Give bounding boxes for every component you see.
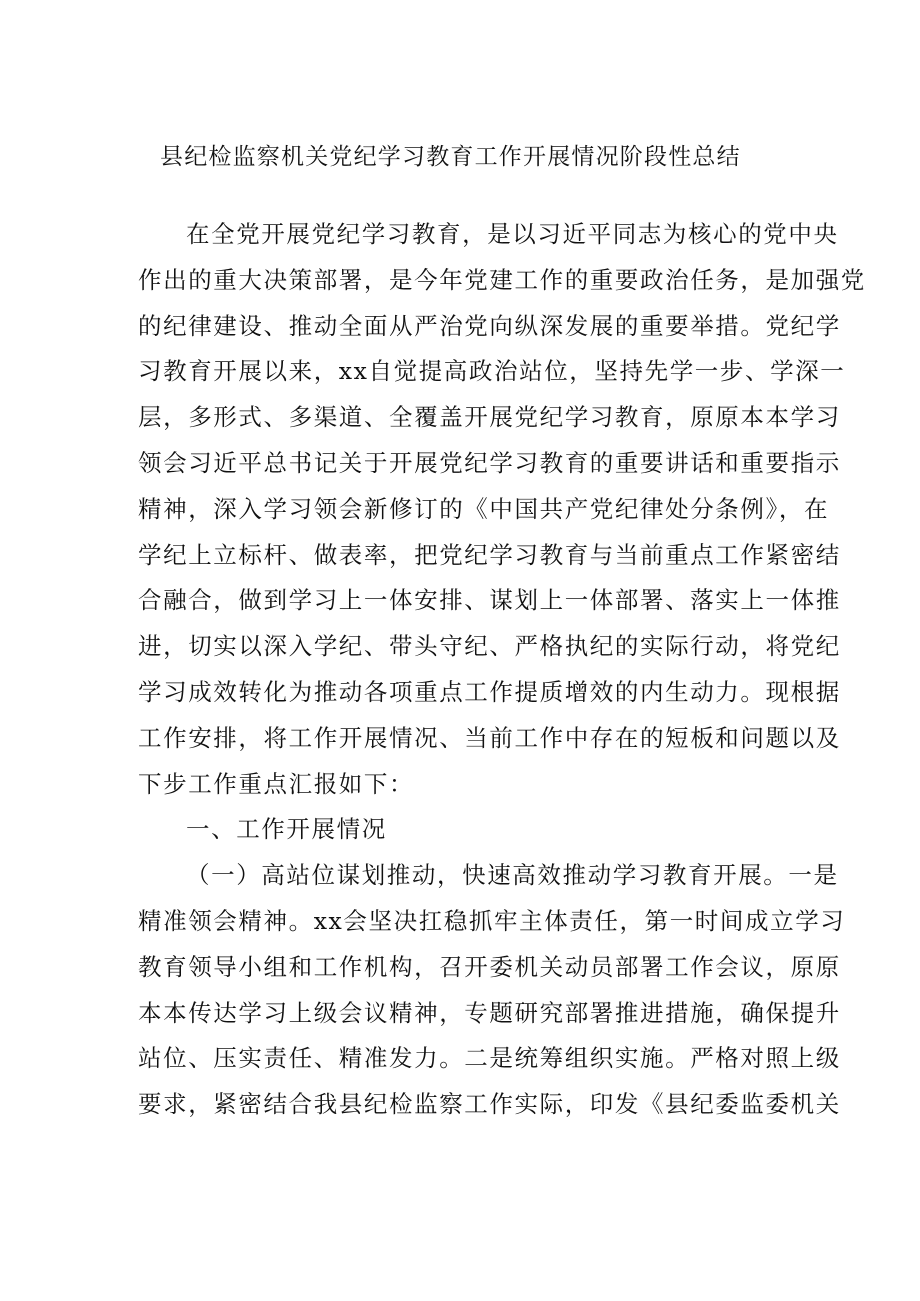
paragraph-line: 进，切实以深入学纪、带头守纪、严格执纪的实际行动，将党纪 (138, 632, 841, 661)
paragraph-line: 精准领会精神。xx会坚决扛稳抓牢主体责任，第一时间成立学习 (138, 906, 846, 935)
paragraph-line: 作出的重大决策部署，是今年党建工作的重要政治任务，是加强党 (138, 265, 866, 294)
paragraph-line: 合融合，做到学习上一体安排、谋划上一体部署、落实上一体推 (138, 586, 841, 615)
paragraph-line: 学习成效转化为推动各项重点工作提质增效的内生动力。现根据 (138, 677, 841, 706)
subsection-line: （一）高站位谋划推动，快速高效推动学习教育开展。一是 (186, 861, 839, 890)
paragraph-line: 的纪律建设、推动全面从严治党向纵深发展的重要举措。党纪学 (138, 311, 841, 340)
paragraph-line: 工作安排，将工作开展情况、当前工作中存在的短板和问题以及 (138, 723, 841, 752)
paragraph-line: 在全党开展党纪学习教育，是以习近平同志为核心的党中央 (186, 220, 839, 248)
paragraph-line: 要求，紧密结合我县纪检监察工作实际，印发《县纪委监委机关 (138, 1090, 841, 1119)
paragraph-line: 习教育开展以来，xx自觉提高政治站位，坚持先学一步、学深一 (138, 357, 846, 386)
paragraph-line: 教育领导小组和工作机构，召开委机关动员部署工作会议，原原 (138, 952, 841, 981)
paragraph-line: 本本传达学习上级会议精神，专题研究部署推进措施，确保提升 (138, 998, 841, 1027)
paragraph-line: 站位、压实责任、精准发力。二是统筹组织实施。严格对照上级 (138, 1044, 841, 1073)
paragraph-line: 层，多形式、多渠道、全覆盖开展党纪学习教育，原原本本学习 (138, 403, 841, 432)
paragraph-line: 领会习近平总书记关于开展党纪学习教育的重要讲话和重要指示 (138, 448, 841, 477)
document-title: 县纪检监察机关党纪学习教育工作开展情况阶段性总结 (160, 144, 741, 170)
section-heading: 一、工作开展情况 (186, 815, 387, 844)
paragraph-line: 下步工作重点汇报如下： (138, 769, 415, 798)
paragraph-line: 精神，深入学习领会新修订的《中国共产党纪律处分条例》，在 (138, 494, 830, 523)
document-body (138, 212, 866, 1128)
paragraph-line: 学纪上立标杆、做表率，把党纪学习教育与当前重点工作紧密结 (138, 540, 841, 569)
